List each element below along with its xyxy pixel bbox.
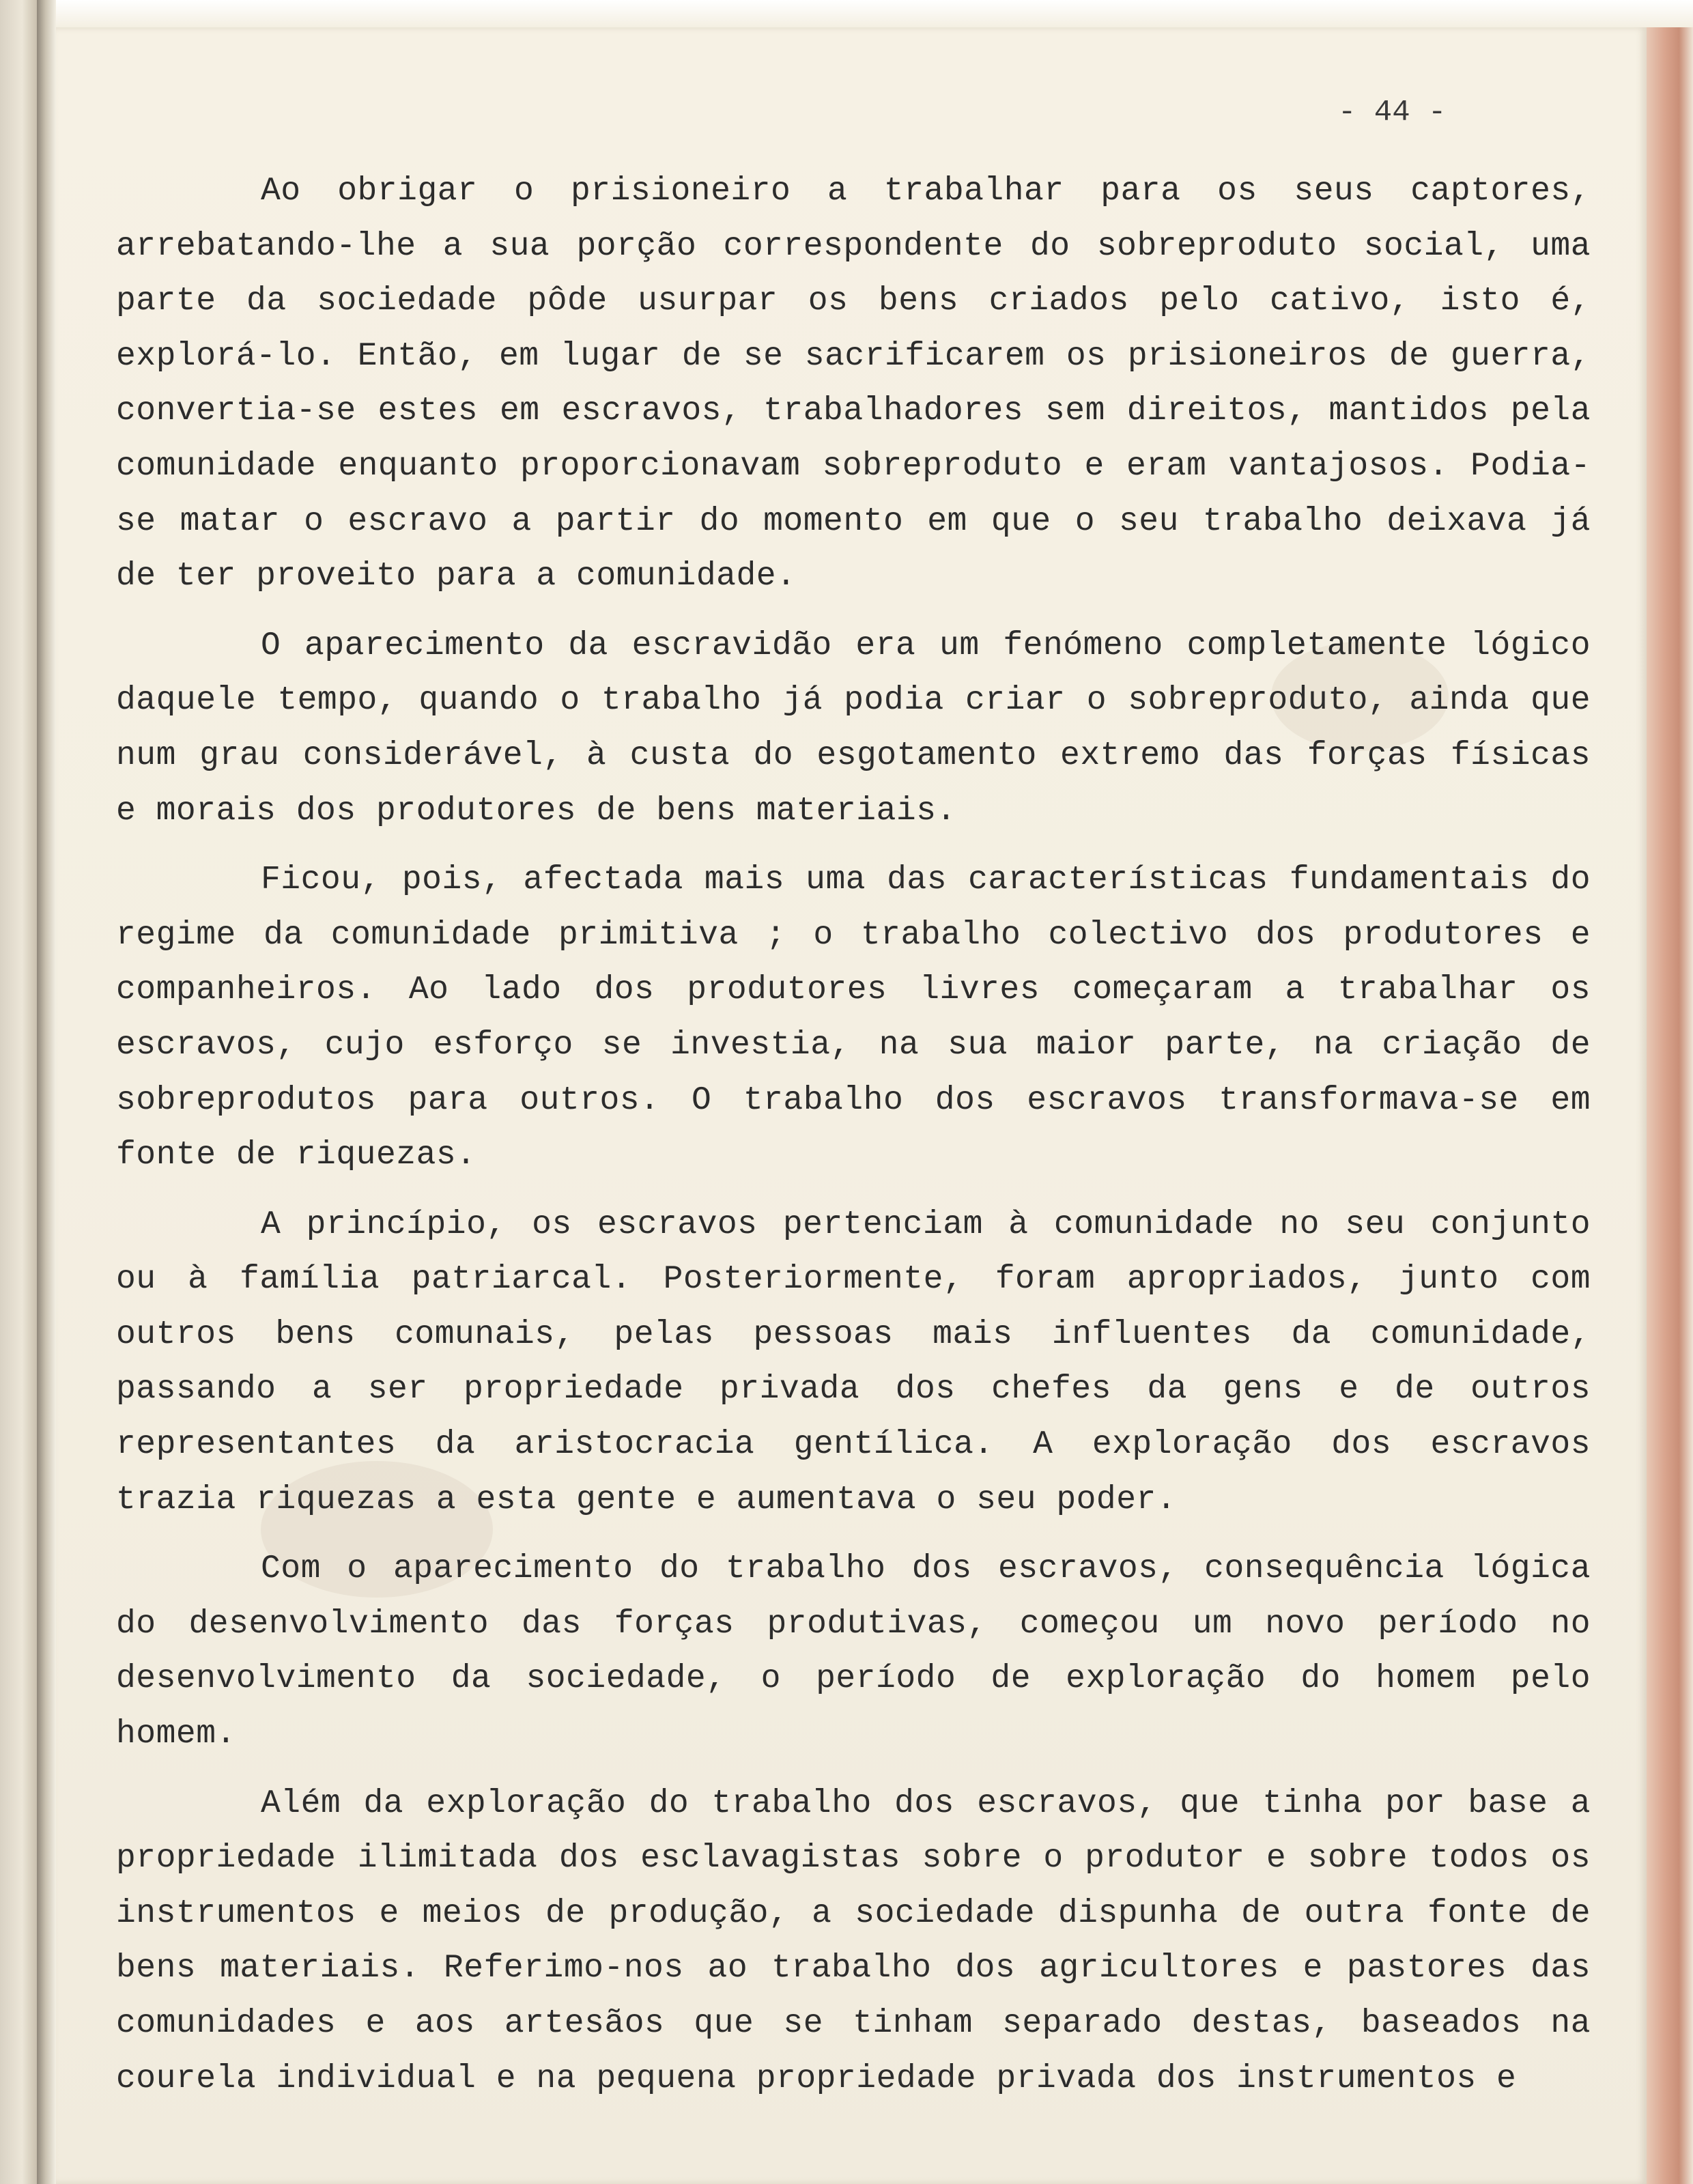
paragraph-1: Ao obrigar o prisioneiro a trabalhar para os seus captores, arrebatando-lhe a sua porção correspondente do sobreproduto social, uma parte da sociedade pôde usurpar os bens criados pelo cativo, isto é, explorá-lo. Então, em lugar de se sacrificarem os prisioneiros de guerra, convertia-se estes em escravos, trabalhadores sem direitos, mantidos pela comunidade enquanto proporcionavam sobreproduto e eram vantajosos. Podia-se matar o escravo a partir do momento em que o seu trabalho deixava já de ter proveito para a comunidade. bbox=[116, 173, 1591, 595]
paragraph-6: Além da exploração do trabalho dos escravos, que tinha por base a propriedade ilimitada dos esclavagistas sobre o produtor e sobre todos os instrumentos e meios de produção, a sociedade dispunha de outra fonte de bens materiais. Referimo-nos ao trabalho dos agricultores e pastores das comunidades e aos artesãos que se tinham separado destas, baseados na courela individual e na pequena propriedade privada dos instrumentos e bbox=[116, 1785, 1591, 2097]
page-stack-edge bbox=[1647, 27, 1693, 2184]
book-gutter bbox=[37, 0, 56, 2184]
paragraph-3: Ficou, pois, afectada mais uma das características fundamentais do regime da comunidade primitiva ; o trabalho colectivo dos produtores e companheiros. Ao lado dos produtores livres começaram a trabalhar os escravos, cujo esforço se investia, na sua maior parte, na criação de sobreprodutos para outros. O trabalho dos escravos transformava-se em fonte de riquezas. bbox=[116, 862, 1591, 1174]
top-margin bbox=[56, 0, 1693, 27]
paragraph-4: A princípio, os escravos pertenciam à comunidade no seu conjunto ou à família patriarcal. Posteriormente, foram apropriados, junto com outros bens comunais, pelas pessoas mais influentes da comunidade, passando a ser propriedade privada dos chefes da gens e de outros representantes da aristocracia gentílica. A exploração dos escravos trazia riquezas a esta gente e aumentava o seu poder. bbox=[116, 1206, 1591, 1518]
paragraph-2: O aparecimento da escravidão era um fenómeno completamente lógico daquele tempo, quando o trabalho já podia criar o sobreproduto, ainda que num grau considerável, à custa do esgotamento extremo das forças físicas e morais dos produtores de bens materiais. bbox=[116, 627, 1591, 829]
page-number: - 44 - bbox=[1338, 96, 1447, 130]
facing-page-edge bbox=[0, 0, 37, 2184]
body-text bbox=[116, 164, 1591, 2106]
paragraph-5: Com o aparecimento do trabalho dos escravos, consequência lógica do desenvolvimento das forças produtivas, começou um novo período no desenvolvimento da sociedade, o período de exploração do homem pelo homem. bbox=[116, 1550, 1591, 1753]
